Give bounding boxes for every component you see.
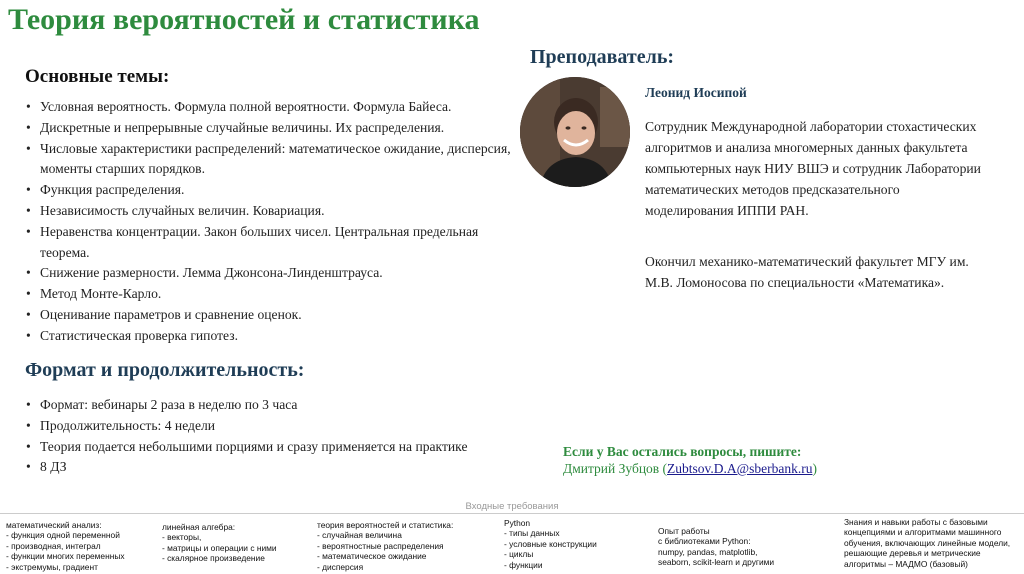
list-item: • Статистическая проверка гипотез. [22, 326, 522, 347]
page-title: Теория вероятностей и статистика [8, 3, 480, 36]
requirements-label: Входные требования [465, 501, 559, 512]
req-text: - экстремумы, градиент [6, 561, 98, 572]
teacher-photo [520, 77, 630, 187]
list-item: • Теория подается небольшими порциями и сразу применяется на практике [22, 437, 542, 458]
list-item: • Метод Монте-Карло. [22, 284, 522, 305]
contact-line [563, 461, 817, 477]
requirement-column-math [6, 520, 125, 572]
req-text: обучения, включающих линейные модели, [844, 537, 1011, 548]
req-text: - функции [504, 559, 543, 570]
requirement-column-libraries [658, 526, 774, 568]
req-text: концепциями и алгоритмами машинного [844, 527, 1002, 538]
contact-close: ) [812, 461, 817, 476]
format-heading: Формат и продолжительность: [25, 359, 305, 381]
req-text: - вероятностные распределения [317, 540, 444, 551]
contact-email-link[interactable]: Zubtsov.D.A@sberbank.ru [667, 461, 813, 476]
req-text: линейная алгебра: [162, 522, 236, 532]
list-item: • Условная вероятность. Формула полной вероятности. Формула Байеса. [22, 97, 522, 118]
requirement-column-ml [844, 517, 1010, 569]
req-text: Опыт работы [658, 526, 710, 536]
requirement-column-probability [317, 520, 453, 572]
req-text: - функция одной переменной [6, 530, 120, 541]
list-item: • Дискретные и непрерывные случайные величины. Их распределения. [22, 118, 522, 139]
list-item: • Функция распределения. [22, 180, 522, 201]
list-item: • Снижение размерности. Лемма Джонсона-Линденштрауса. [22, 263, 522, 284]
req-text: - скалярное произведение [162, 553, 265, 564]
teacher-heading: Преподаватель: [530, 46, 675, 68]
teacher-name: Леонид Иосипой [645, 85, 747, 100]
req-text: seaborn, scikit-learn и другими [658, 557, 775, 568]
list-item: • Неравенства концентрации. Закон больших чисел. Центральная предельная теорема. [22, 222, 522, 264]
req-text: математический анализ: [6, 520, 102, 530]
requirement-column-python [504, 518, 597, 570]
req-text: теория вероятностей и статистика: [317, 520, 454, 530]
list-item: • Продолжительность: 4 недели [22, 416, 542, 437]
format-list [22, 395, 542, 478]
req-text: - математическое ожидание [317, 551, 427, 562]
topics-list [22, 97, 522, 347]
req-text: numpy, pandas, matplotlib, [658, 546, 758, 557]
topics-heading: Основные темы: [25, 66, 170, 87]
requirement-column-linalg [162, 522, 277, 564]
req-text: - условные конструкции [504, 538, 597, 549]
list-item: • Формат: вебинары 2 раза в неделю по 3 часа [22, 395, 542, 416]
list-item: • Независимость случайных величин. Ковариация. [22, 201, 522, 222]
req-text: с библиотеками Python: [658, 536, 751, 547]
req-text: решающие деревья и метрические [844, 548, 981, 559]
req-text: Python [504, 518, 531, 528]
req-text: - типы данных [504, 528, 560, 539]
req-text: - дисперсия [317, 561, 364, 572]
req-text: - циклы [504, 549, 534, 560]
list-item: • Числовые характеристики распределений: математическое ожидание, дисперсия, моменты старших порядков. [22, 139, 522, 181]
req-text: - функции многих переменных [6, 551, 125, 562]
req-text: - случайная величина [317, 530, 402, 541]
req-text: алгоритмы – МАДМО (базовый) [844, 558, 968, 569]
req-text: - матрицы и операции с ними [162, 542, 277, 553]
req-text: - векторы, [162, 532, 202, 543]
list-item: • 8 ДЗ [22, 457, 542, 478]
list-item: • Оценивание параметров и сравнение оценок. [22, 305, 522, 326]
teacher-bio: Сотрудник Международной лаборатории стохастических алгоритмов и анализа многомерных данных факультета компьютерных наук НИУ ВШЭ и сотрудник Лаборатории математических методов предсказательного моделирования ИППИ РАН. [645, 119, 981, 218]
contact-heading: Если у Вас остались вопросы, пишите: [563, 444, 802, 459]
req-text: Знания и навыки работы с базовыми [844, 517, 988, 527]
divider [0, 513, 1024, 514]
req-text: - производная, интеграл [6, 540, 101, 551]
teacher-education: Окончил механико-математический факультет МГУ им. М.В. Ломоносова по специальности «Математика». [645, 254, 969, 290]
contact-name: Дмитрий Зубцов ( [563, 461, 668, 476]
